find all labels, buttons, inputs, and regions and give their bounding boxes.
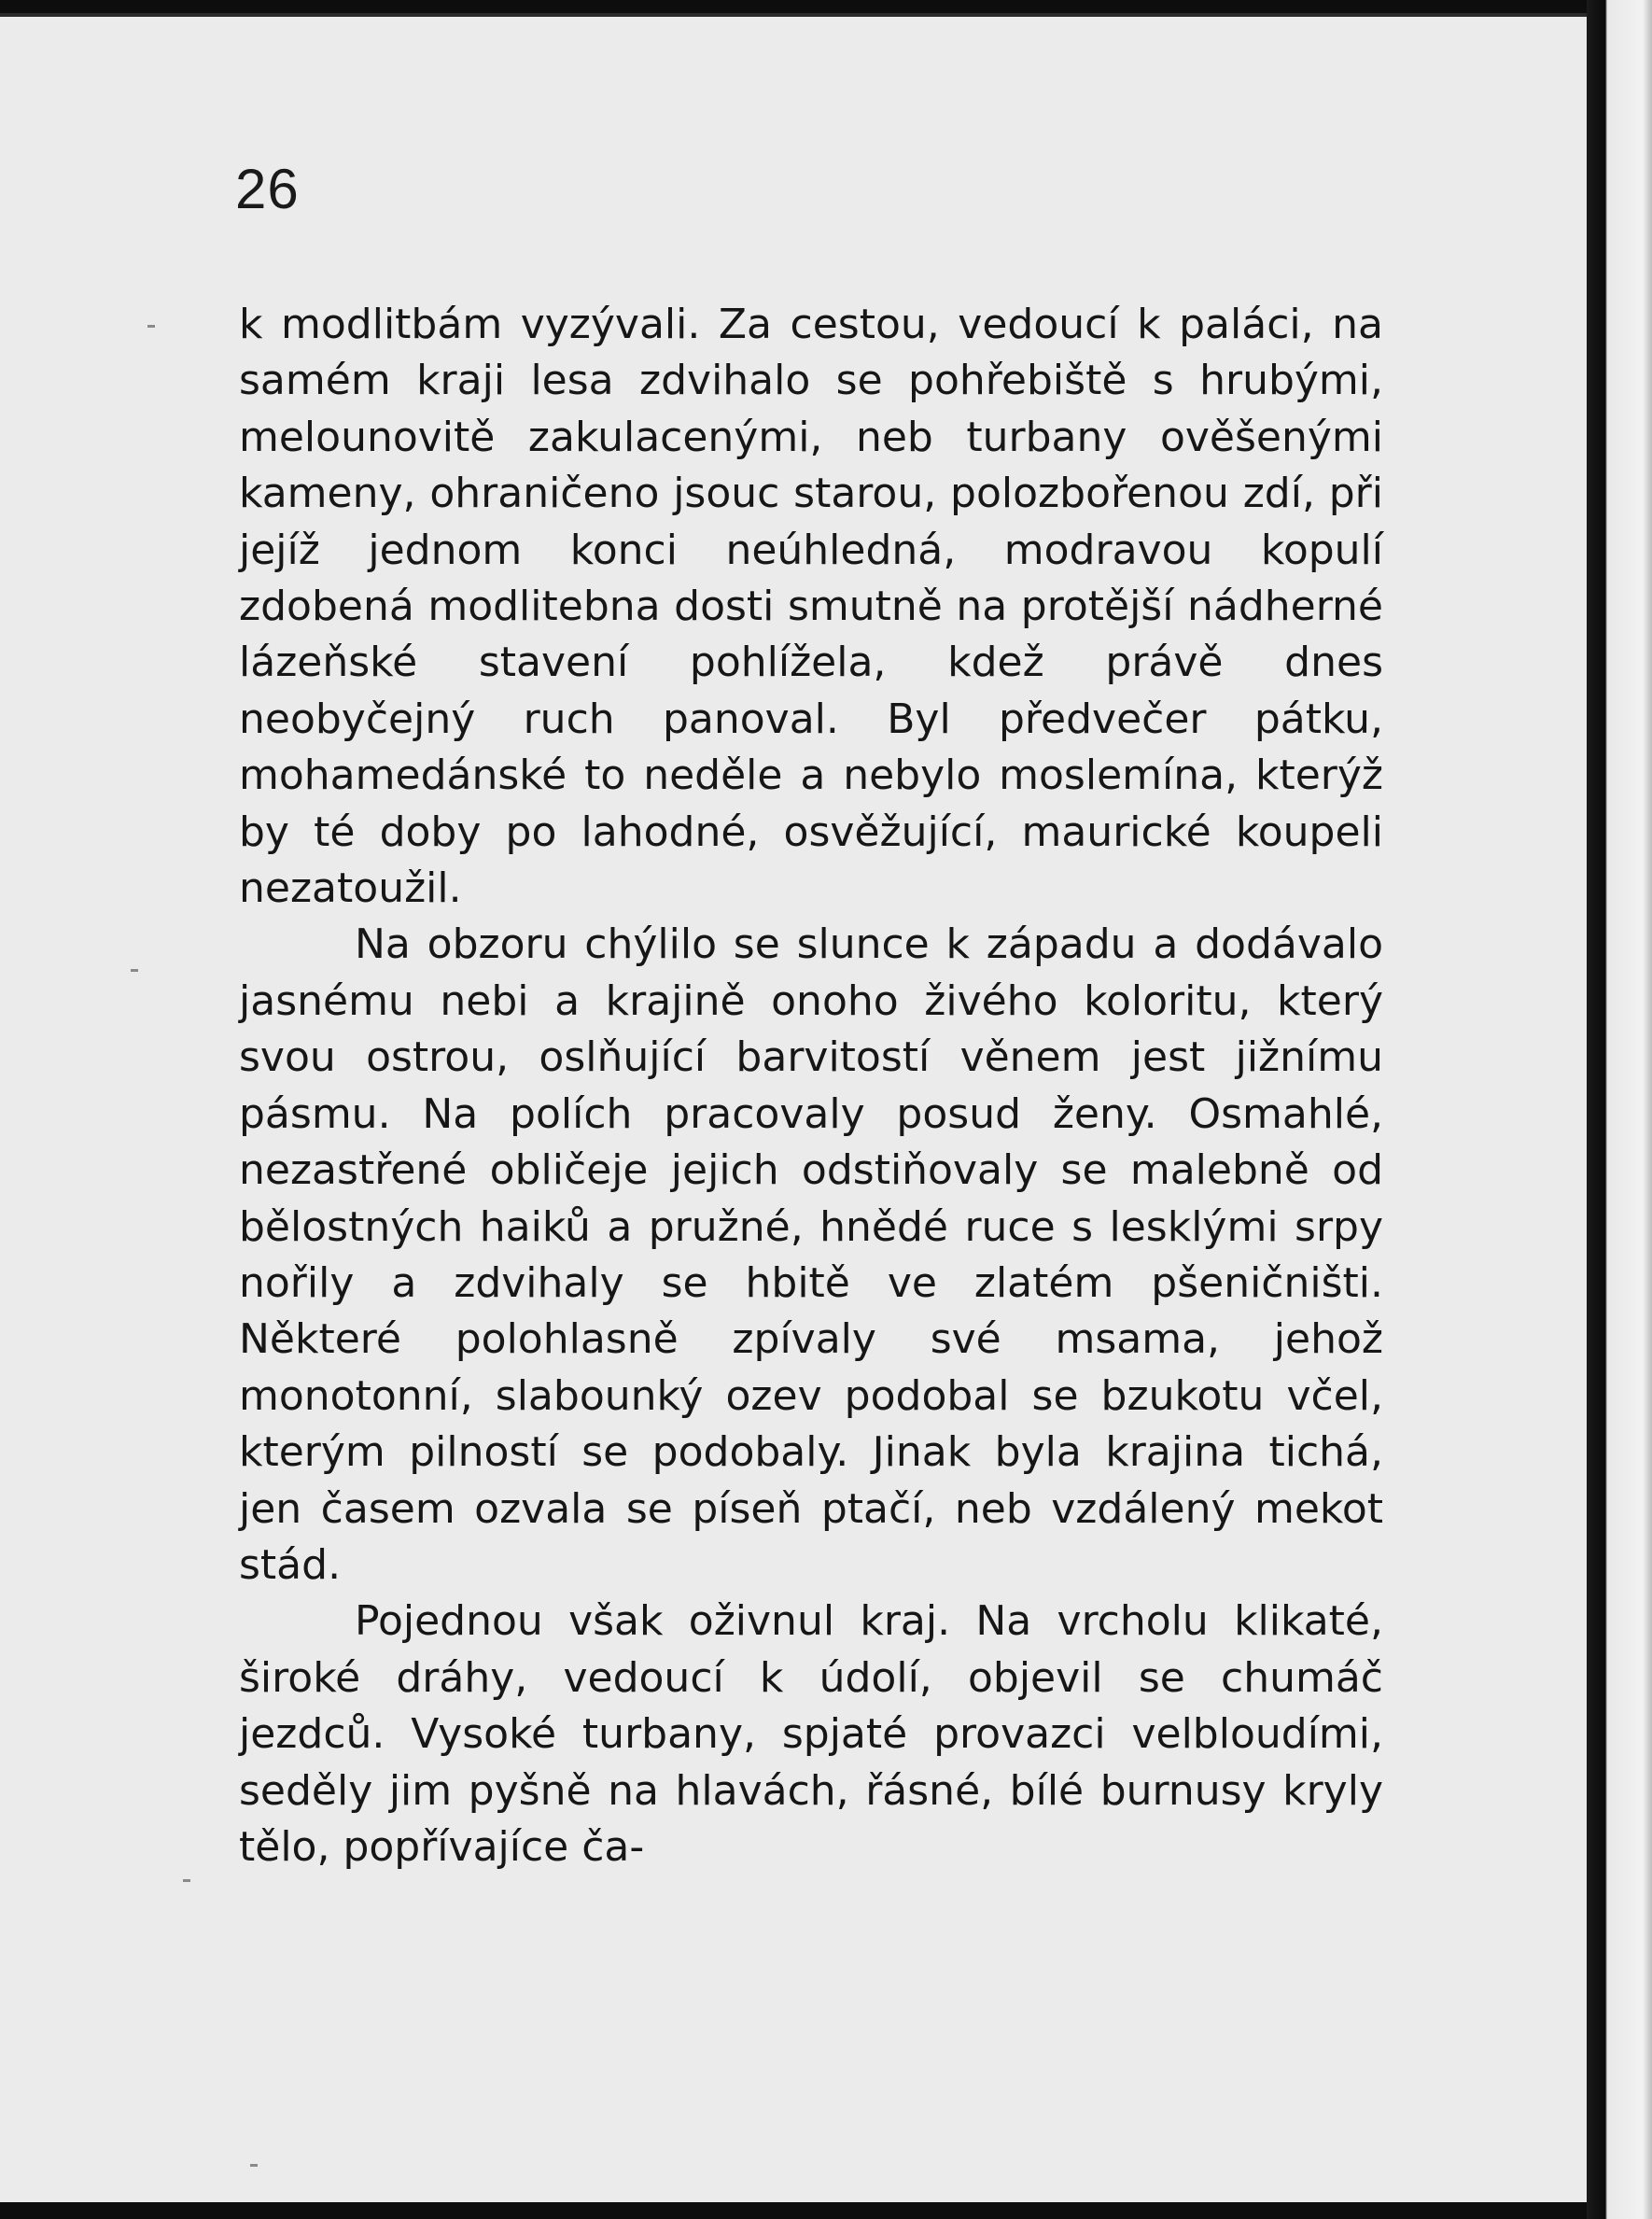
paragraph-3: Pojednou však oživnul kraj. Na vrcholu klikaté, široké dráhy, vedoucí k údolí, objevil se chumáč jezdců. Vysoké turbany, spjaté provazci velbloudími, seděly jim pyšně na hlavách, řásné, bílé burnusy kryly tělo, popřívajíce ča-	[239, 1597, 1383, 1871]
scan-speck	[183, 1879, 190, 1882]
paragraph-1: k modlitbám vyzývali. Za cestou, vedoucí k paláci, na samém kraji lesa zdvihalo se pohřebiště s hrubými, melounovitě zakulacenými, neb turbany ověšenými kameny, ohraničeno jsouc starou, polozbořenou zdí, při jejíž jednom konci neúhledná, modravou kopulí zdobená modlitebna dosti smutně na protější nádherné lázeňské stavení pohlížela, kdež právě dnes neobyčejný ruch panoval. Byl předvečer pátku, mohamedánské to neděle a nebylo moslemína, kterýž by té doby po lahodné, osvěžující, maurické koupeli nezatoužil.	[239, 301, 1383, 913]
scan-speck	[147, 325, 155, 328]
page-number: 26	[235, 158, 300, 220]
body-text	[239, 297, 1383, 1875]
book-page	[0, 13, 1587, 2202]
scan-speck	[250, 2164, 258, 2167]
scan-speck	[131, 969, 138, 972]
paragraph-2: Na obzoru chýlilo se slunce k západu a dodávalo jasnému nebi a krajině onoho živého koloritu, který svou ostrou, oslňující barvitostí věnem jest jižnímu pásmu. Na polích pracovaly posud ženy. Osmahlé, nezastřené obličeje jejich odstiňovaly se malebně od bělostných haiků a pružné, hnědé ruce s lesklými srpy nořily a zdvihaly se hbitě ve zlatém pšeničništi. Některé polohlasně zpívaly své msama, jehož monotonní, slabounký ozev podobal se bzukotu včel, kterým pilností se podobaly. Jinak byla krajina tichá, jen časem ozvala se píseň ptačí, neb vzdálený mekot stád.	[239, 920, 1383, 1589]
page-edge	[1587, 0, 1652, 2219]
